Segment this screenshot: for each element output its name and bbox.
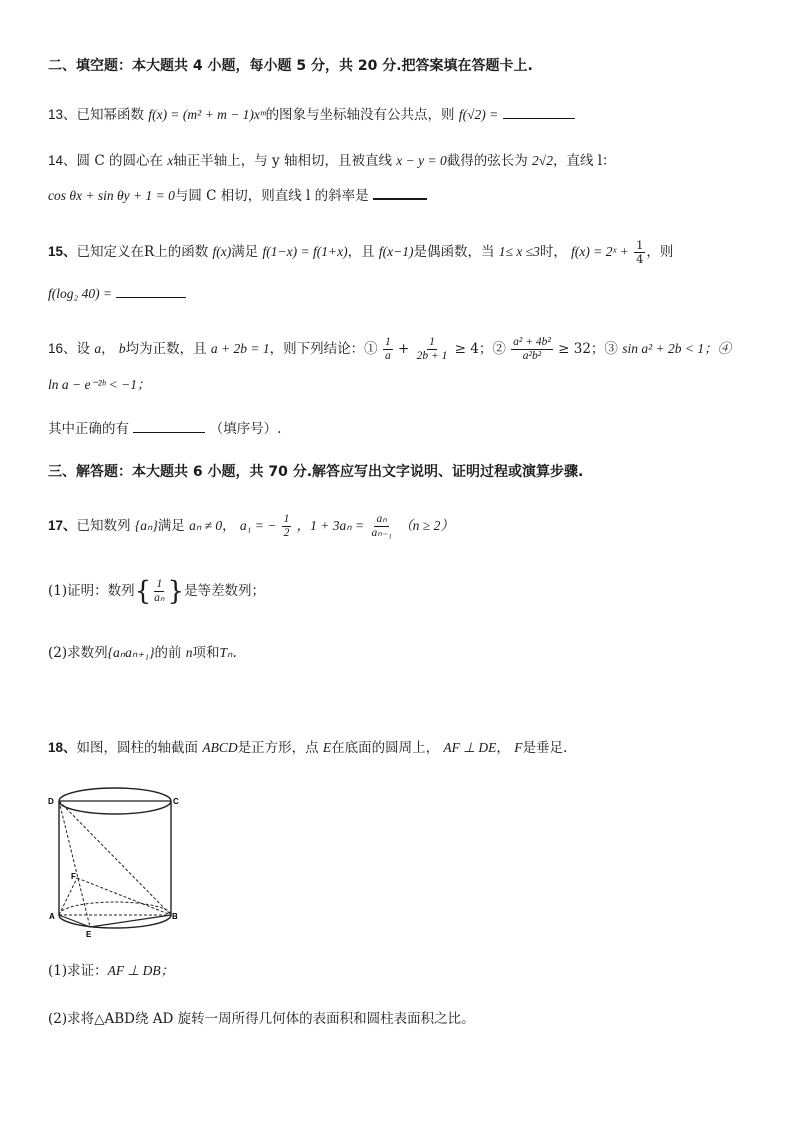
label-b: B bbox=[172, 912, 178, 921]
q13-number: 13、 bbox=[48, 107, 77, 122]
q17-sequence: {aₙ} bbox=[134, 518, 158, 533]
q16-claim-4: ln a − e⁻²ᵇ < −1； bbox=[48, 377, 151, 392]
q14-number: 14、 bbox=[48, 153, 77, 168]
q18-abcd: ABCD bbox=[202, 740, 238, 755]
question-17-line-1 bbox=[48, 513, 454, 540]
q15-fx: f(x) bbox=[212, 244, 232, 259]
question-16-line-1 bbox=[48, 336, 731, 363]
q18-p2-text: (2)求将△ABD绕 AD 旋转一周所得几何体的表面积和圆柱表面积之比。 bbox=[48, 1011, 475, 1027]
segment-fb bbox=[77, 878, 171, 915]
q14-text-1b: 轴正半轴上，与 y 轴相切，且被直线 bbox=[173, 153, 392, 169]
q17-relation: ，1 + 3aₙ = bbox=[296, 518, 365, 533]
q13-answer-blank[interactable] bbox=[503, 104, 575, 119]
q16-plus: + bbox=[398, 341, 410, 357]
q13-text-mid: 的图象与坐标轴没有公共点，则 bbox=[265, 107, 455, 123]
segment-af bbox=[59, 878, 77, 915]
q16-ge32: ≥ 32；③ bbox=[558, 341, 618, 357]
q16-number: 16、 bbox=[48, 341, 77, 356]
q17-p2-text-c: 项和 bbox=[192, 645, 220, 661]
q16-text-a: 设 bbox=[76, 341, 91, 357]
question-15-line-1 bbox=[48, 239, 673, 266]
q17-p2-T: Tₙ bbox=[219, 645, 233, 660]
q16-tail: 其中正确的有 bbox=[48, 421, 129, 437]
segment-de bbox=[59, 801, 90, 927]
q16-answer-blank[interactable] bbox=[133, 418, 205, 433]
q16-text-b: ， bbox=[101, 341, 115, 357]
q15-text-c: ，且 bbox=[347, 244, 375, 260]
q16-condition: a + 2b = 1 bbox=[210, 341, 270, 356]
q18-number: 18、 bbox=[48, 740, 77, 755]
q16-frac-2: $\frac{1}{2b + 1}$ bbox=[416, 336, 448, 362]
question-18-part-1 bbox=[48, 960, 174, 982]
q15-text-d: 是偶函数，当 bbox=[413, 244, 495, 260]
q14-text-1a: 圆 C 的圆心在 bbox=[76, 153, 163, 169]
q17-p1-fraction: $\frac{1}{\text{aₙ}}$ bbox=[154, 578, 165, 604]
q16-tail-2: （填序号）. bbox=[209, 421, 282, 437]
q16-frac-1: $\frac{1}{a}$ bbox=[384, 336, 391, 362]
q17-p2-sequence: {aₙaₙ₊₁} bbox=[107, 645, 155, 660]
question-18-part-2 bbox=[48, 1008, 475, 1030]
q13-text-pre: 已知幂函数 bbox=[76, 107, 145, 123]
q18-text-d: ， bbox=[496, 740, 510, 756]
q15-fraction: $\frac{1}{4}$ bbox=[636, 238, 644, 266]
cylinder-figure bbox=[44, 780, 184, 940]
q16-text-d: ，则下列结论：① bbox=[269, 341, 378, 357]
label-d: D bbox=[48, 797, 54, 806]
q17-relation-fraction: $\frac{\text{aₙ}}{\text{aₙ₋₁}}$ bbox=[371, 513, 392, 539]
q17-text-c: ， bbox=[222, 518, 236, 534]
q18-point-e: E bbox=[322, 740, 332, 755]
q17-condition: （n ≥ 2） bbox=[399, 518, 454, 533]
q18-point-f: F bbox=[514, 740, 523, 755]
q18-text-c: 在底面的圆周上， bbox=[331, 740, 440, 756]
q17-a1-fraction: $\frac{1}{2}$ bbox=[283, 513, 290, 539]
q16-claim-3: sin a² + 2b < 1；④ bbox=[622, 341, 732, 356]
q15-fx-minus-1: f(x−1) bbox=[378, 244, 414, 259]
q15-text-a: 已知定义在R上的函数 bbox=[76, 244, 209, 260]
q15-range: 1≤ x ≤3 bbox=[498, 244, 540, 259]
section-fill-in-heading: 二、填空题：本大题共 4 小题，每小题 5 分，共 20 分.把答案填在答题卡上. bbox=[48, 58, 533, 74]
q14-tangent-eq: cos θx + sin θy + 1 = 0 bbox=[48, 188, 175, 203]
q14-var-x: x bbox=[167, 153, 174, 168]
q15-answer-blank[interactable] bbox=[116, 283, 186, 298]
q15-symmetry-eq: f(1−x) = f(1+x) bbox=[262, 244, 348, 259]
q14-line-eq: x − y = 0 bbox=[396, 153, 447, 168]
q14-answer-blank[interactable] bbox=[373, 184, 427, 200]
q16-ge4: ≥ 4；② bbox=[454, 341, 506, 357]
q17-number: 17、 bbox=[48, 518, 77, 533]
q14-text-1d: ，直线 l： bbox=[552, 153, 616, 169]
q17-text-b: 满足 bbox=[157, 518, 185, 534]
q18-text-b: 是正方形，点 bbox=[237, 740, 319, 756]
question-17-part-2 bbox=[48, 642, 237, 664]
q14-chord-length: 2√2 bbox=[532, 153, 553, 168]
q14-text-2a: 与圆 C 相切，则直线 l 的斜率是 bbox=[174, 188, 369, 204]
q17-p2-text-a: (2)求数列 bbox=[48, 645, 108, 661]
q15-number: 15、 bbox=[48, 244, 77, 259]
q16-var-b: b bbox=[118, 341, 126, 356]
q17-p1-text-a: (1)证明：数列 bbox=[48, 583, 135, 599]
q18-p1-text-a: (1)求证： bbox=[48, 963, 108, 979]
q17-nonzero: aₙ ≠ 0 bbox=[189, 518, 223, 533]
q17-p2-text-d: . bbox=[232, 645, 237, 661]
cylinder-bottom-back bbox=[59, 902, 171, 915]
q16-text-c: 均为正数，且 bbox=[125, 341, 207, 357]
segment-db bbox=[59, 801, 171, 915]
label-c: C bbox=[173, 797, 179, 806]
q18-text-a: 如图，圆柱的轴截面 bbox=[76, 740, 199, 756]
label-f: F bbox=[71, 872, 76, 881]
q13-expression: f(x) = (m² + m − 1)xᵐ bbox=[148, 107, 266, 122]
q15-text-e: 时， bbox=[539, 244, 567, 260]
question-14-line-2 bbox=[48, 184, 427, 207]
label-e: E bbox=[86, 930, 92, 939]
question-16-line-2 bbox=[48, 374, 151, 396]
q13-ask: f(√2) = bbox=[458, 107, 499, 122]
q15-text-f: ，则 bbox=[646, 244, 674, 260]
q17-a1: a₁ = − bbox=[239, 518, 277, 533]
question-14-line-1 bbox=[48, 150, 616, 172]
q16-frac-3: $\frac{\text{a² + 4b²}}{\text{a²b²}}$ bbox=[513, 336, 551, 362]
q18-perp: AF ⊥ DE bbox=[443, 740, 497, 755]
segment-eb bbox=[90, 915, 171, 927]
q17-text-a: 已知数列 bbox=[76, 518, 131, 534]
question-17-part-1: (1)证明：数列{ $\frac{1}{\text{aₙ}}$ }是等差数列； bbox=[48, 576, 266, 607]
question-16-line-3 bbox=[48, 418, 281, 440]
q17-p2-text-b: 的前 bbox=[154, 645, 182, 661]
question-15-line-2 bbox=[48, 283, 186, 305]
q14-text-1c: 截得的弦长为 bbox=[446, 153, 528, 169]
q18-text-g: 是垂足. bbox=[522, 740, 568, 756]
label-a: A bbox=[49, 912, 55, 921]
q17-p1-text-b: 是等差数列； bbox=[184, 583, 266, 599]
q15-text-b: 满足 bbox=[231, 244, 259, 260]
q17-p2-n: n bbox=[185, 645, 193, 660]
question-18-line-1 bbox=[48, 737, 567, 759]
question-13 bbox=[48, 104, 575, 126]
q16-var-a: a bbox=[94, 341, 102, 356]
q15-ask: f(log₂ 40) = bbox=[48, 286, 113, 301]
q18-p1-claim: AF ⊥ DB； bbox=[107, 963, 175, 978]
q15-definition: f(x) = 2ˣ + bbox=[571, 244, 629, 259]
section-solve-heading: 三、解答题：本大题共 6 小题，共 70 分.解答应写出文字说明、证明过程或演算步骤. bbox=[48, 464, 584, 480]
